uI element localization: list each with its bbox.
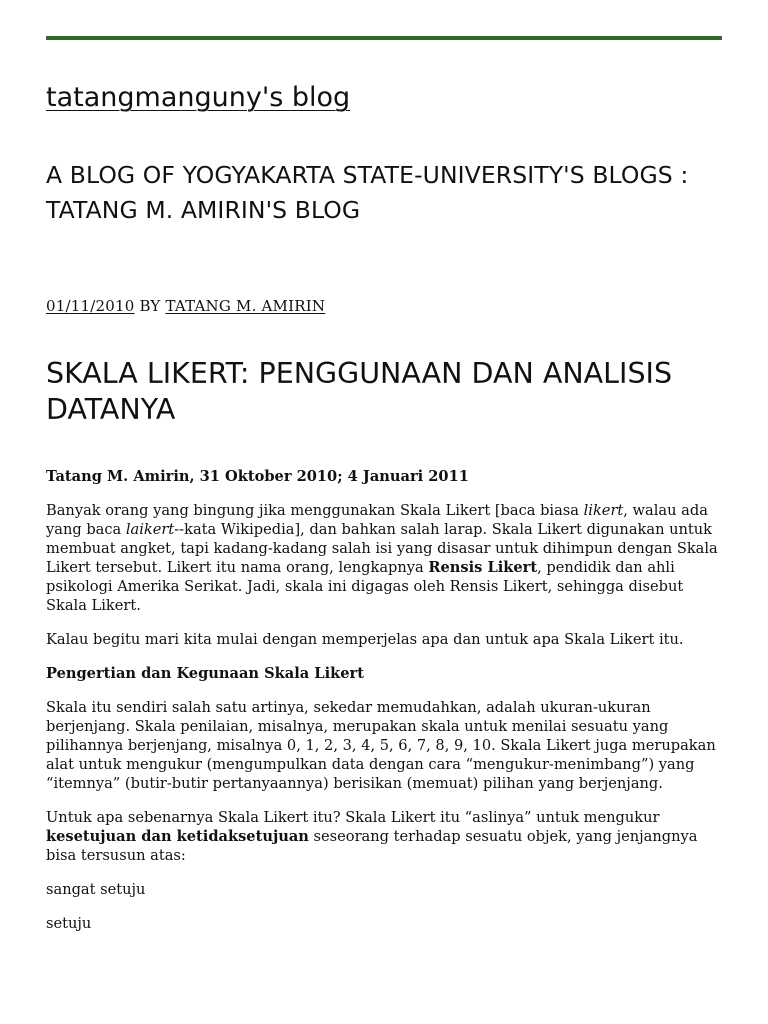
text: , walau ada yang baca	[46, 502, 708, 538]
post-title: SKALA LIKERT: PENGGUNAAN DAN ANALISIS DATANYA	[46, 357, 673, 426]
text: , pendidik dan ahli psikologi Amerika Serikat. Jadi, skala ini digagas oleh Rensis Likert, sehingga disebut Skala Likert.	[46, 559, 684, 614]
paragraph-3: Skala itu sendiri salah satu artinya, sekedar memudahkan, adalah ukuran-ukuran berjenjang. Skala penilaian, misalnya, merupakan skala untuk menilai sesuatu yang pilihannya berjenjang, misalnya 0, 1, 2, 3, 4, 5, 6, 7, 8, 9, 10. Skala Likert juga merupakan alat untuk mengukur (mengumpulkan data dengan cara “mengukur-menimbang”) yang “itemnya” (butir-butir pertanyaannya) berisikan (memuat) pilihan yang berjenjang.	[46, 699, 716, 792]
paragraph-4	[46, 808, 722, 865]
bold-text: kesetujuan dan ketidaksetujuan	[46, 828, 309, 845]
post-body	[46, 467, 722, 948]
section-heading: Pengertian dan Kegunaan Skala Likert	[46, 665, 364, 682]
paragraph-intro	[46, 501, 722, 615]
blog-title-link[interactable]: tatangmanguny's blog	[46, 82, 351, 113]
header-rule	[46, 36, 722, 40]
text: Banyak orang yang bingung jika menggunakan Skala Likert [baca biasa	[46, 502, 584, 519]
blog-description: A BLOG OF YOGYAKARTA STATE-UNIVERSITY'S BLOGS : TATANG M. AMIRIN'S BLOG	[46, 161, 689, 224]
list-item: sangat setuju	[46, 881, 146, 898]
post-meta	[46, 295, 325, 317]
bold-text: Rensis Likert	[428, 559, 538, 576]
post-byline: Tatang M. Amirin, 31 Oktober 2010; 4 Januari 2011	[46, 468, 469, 485]
text: seseorang terhadap sesuatu objek, yang jenjangnya bisa tersusun atas:	[46, 828, 698, 864]
italic-text: likert	[583, 502, 624, 519]
text: Untuk apa sebenarnya Skala Likert itu? Skala Likert itu “aslinya” untuk mengukur	[46, 809, 660, 826]
meta-by: BY	[139, 297, 161, 315]
list-item: setuju	[46, 915, 92, 932]
text: --kata Wikipedia], dan bahkan salah larap. Skala Likert digunakan untuk membuat angket, tapi kadang-kadang salah isi yang disasar untuk dihimpun dengan Skala Likert tersebut. Likert itu nama orang, lengkapnya	[46, 521, 718, 576]
paragraph-2: Kalau begitu mari kita mulai dengan memperjelas apa dan untuk apa Skala Likert itu.	[46, 631, 684, 648]
post-date-link[interactable]: 01/11/2010	[46, 297, 135, 315]
author-link[interactable]: TATANG M. AMIRIN	[165, 297, 326, 315]
italic-text: laikert	[125, 521, 175, 538]
